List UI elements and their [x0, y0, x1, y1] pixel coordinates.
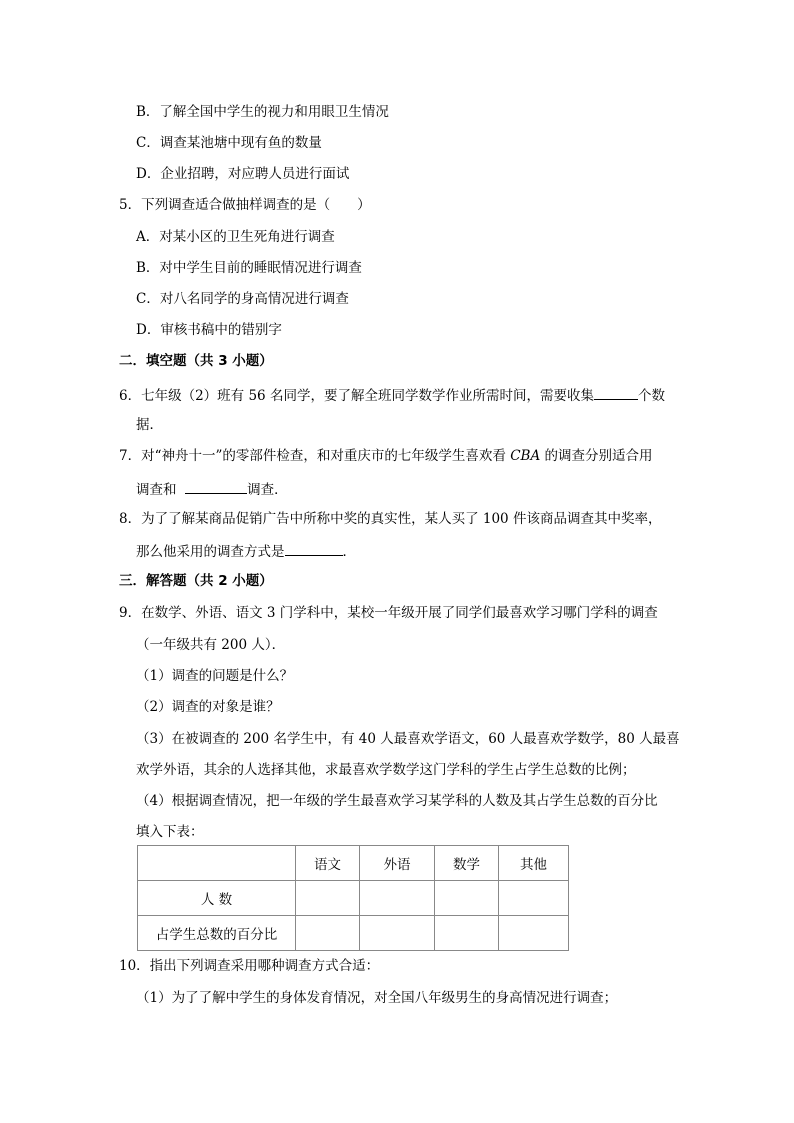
q7-cba: CBA	[510, 448, 541, 464]
q7-text-1: 7．对“神舟十一”的零部件检查，和对重庆市的七年级学生喜欢看	[119, 448, 506, 464]
table-row	[138, 916, 569, 951]
table-cell[interactable]	[499, 916, 569, 951]
table-row	[138, 881, 569, 916]
q6-text-2: 个数	[637, 388, 665, 404]
table-header-cell: 外语	[360, 846, 435, 881]
q4-option-d: D．企业招聘，对应聘人员进行面试	[136, 166, 350, 182]
q9-sub-2: （2）调查的对象是谁？	[136, 699, 280, 715]
q10-sub-1: （1）为了了解中学生的身体发育情况，对全国八年级男生的身高情况进行调查；	[136, 990, 618, 1006]
q9-sub-4a: （4）根据调查情况，把一年级的学生最喜欢学习某学科的人数及其占学生总数的百分比	[136, 793, 658, 809]
q7-text-2: 的调查分别适合用	[544, 448, 653, 464]
q6-text-1: 6．七年级（2）班有 56 名同学，要了解全班同学数学作业所需时间，需要收集	[119, 388, 594, 404]
table-row-label: 占学生总数的百分比	[138, 916, 296, 951]
q8-text-1: 那么他采用的调查方式是	[136, 544, 285, 560]
table-cell[interactable]	[360, 916, 435, 951]
q8-line-1: 8．为了了解某商品促销广告中所称中奖的真实性，某人买了 100 件该商品调查其中奖率，	[119, 511, 662, 527]
table-header-row	[138, 846, 569, 881]
q10-line-1: 10．指出下列调查采用哪种调查方式合适：	[119, 958, 380, 974]
q7-blank[interactable]	[185, 479, 247, 494]
q6-line-2: 据．	[136, 417, 163, 433]
table-cell[interactable]	[499, 881, 569, 916]
q8-text-2: ．	[342, 544, 356, 560]
q9-sub-1: （1）调查的问题是什么？	[136, 668, 294, 684]
section-2-title: 二．填空题（共 3 小题）	[119, 353, 273, 369]
q9-sub-3b: 欢学外语，其余的人选择其他，求最喜欢学数学这门学科的学生占学生总数的比例；	[136, 762, 636, 778]
q5-stem: 5．下列调查适合做抽样调查的是（ ）	[119, 197, 371, 213]
table-header-cell: 其他	[499, 846, 569, 881]
q8-line-2	[136, 541, 356, 561]
table-header-cell: 语文	[296, 846, 360, 881]
q5-option-b: B．对中学生目前的睡眠情况进行调查	[136, 260, 362, 276]
q5-option-d: D．审核书稿中的错别字	[136, 322, 282, 338]
table-header-cell	[138, 846, 296, 881]
q9-line-1: 9．在数学、外语、语文 3 门学科中，某校一年级开展了同学们最喜欢学习哪门学科的调查	[119, 605, 658, 621]
q9-sub-3a: （3）在被调查的 200 名学生中，有 40 人最喜欢学语文，60 人最喜欢学数学，80 人最喜	[136, 731, 680, 747]
q9-line-2: （一年级共有 200 人）．	[136, 637, 286, 653]
table-cell[interactable]	[296, 881, 360, 916]
q5-option-a: A．对某小区的卫生死角进行调查	[136, 229, 335, 245]
q6-blank[interactable]	[594, 385, 638, 400]
table-cell[interactable]	[435, 916, 499, 951]
table-cell[interactable]	[435, 881, 499, 916]
q7-line-1	[119, 447, 653, 465]
table-cell[interactable]	[360, 881, 435, 916]
q9-sub-4b: 填入下表：	[136, 824, 204, 840]
section-3-title: 三．解答题（共 2 小题）	[119, 573, 273, 589]
q4-option-c: C．调查某池塘中现有鱼的数量	[136, 135, 322, 151]
table-cell[interactable]	[296, 916, 360, 951]
table-row-label: 人 数	[138, 881, 296, 916]
q7-text-4: 调查．	[247, 482, 288, 498]
table-header-cell: 数学	[435, 846, 499, 881]
q5-option-c: C．对八名同学的身高情况进行调查	[136, 291, 349, 307]
q4-option-b: B．了解全国中学生的视力和用眼卫生情况	[136, 104, 389, 120]
q8-blank[interactable]	[285, 541, 343, 556]
q7-line-2	[136, 479, 288, 499]
q9-answer-table	[137, 845, 569, 951]
q6-line-1	[119, 385, 665, 405]
q7-text-3: 调查和	[136, 482, 177, 498]
